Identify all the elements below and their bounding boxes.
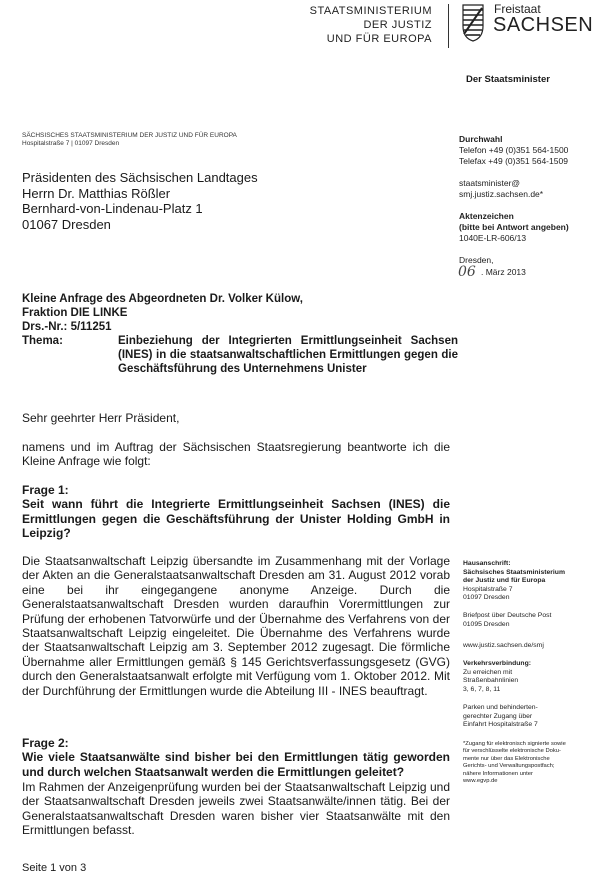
aktenzeichen-value: 1040E-LR-606/13 [459, 233, 527, 243]
note-line: *Zugang für elektronisch signierte sowie [463, 741, 566, 747]
park-line: Parken und behinderten- [463, 704, 538, 711]
sachsen-label: SACHSEN [493, 14, 594, 36]
note-line: für verschlüsselte elektronische Doku- [463, 748, 561, 755]
email-block [459, 178, 543, 200]
hausanschrift-label: Hausanschrift: [463, 560, 511, 567]
aktenzeichen-hint: (bitte bei Antwort angeben) [459, 222, 569, 232]
recipient-line: Herrn Dr. Matthias Rößler [22, 185, 171, 201]
verkehr-line: Zu erreichen mit [463, 668, 513, 676]
ministry-line: UND FÜR EUROPA [326, 33, 432, 45]
question-1 [22, 483, 450, 541]
answer-1: Die Staatsanwaltschaft Leipzig übersandte im Zusammenhang mit der Vorlage der Akten an die Generalstaatsanwaltschaft Dresden am 31. August 2012 vorab eine bei ihr eingegangene anonyme Anzeige. Durch die Generalstaatsanwaltschaft Dresden wurden daraufhin Vorermittlungen zur Prüfung der erhobenen Tatvorwürfe und der Übernahme des Verfahrens von der Staatsanwaltschaft Leipzig eingeleitet. Die Übernahme des Verfahrens wurde der Staatsanwaltschaft Leipzig am 3. September 2012 zugesagt. Die förmliche Übernahme aller Ermittlungen gemäß § 145 Gerichtsverfassungsgesetz (GVG) durch den Generalstaatsanwalt erfolgte mit Verfügung vom 1. Oktober 2012. Mit der Durchführung der Ermittlungen wurde die Abteilung III - INES beauftragt. [22, 554, 450, 698]
email-line: staatsminister@ [459, 178, 521, 188]
recipient-line: Bernhard-von-Lindenau-Platz 1 [22, 201, 203, 216]
aktenzeichen-block [459, 211, 569, 244]
note-line: Gerichts- und Verwaltungspostfach; [463, 763, 555, 770]
haus-line: 01097 Dresden [463, 594, 510, 602]
question-2-label: Frage 2: [22, 736, 69, 750]
minister-title: Der Staatsminister [466, 74, 550, 85]
parken-block [463, 704, 538, 730]
sender-name: SÄCHSISCHES STAATSMINISTERIUM DER JUSTIZ UND FÜR EUROPA [22, 132, 237, 139]
thema-key: Thema: [22, 335, 63, 347]
question-1-text: Seit wann führt die Integrierte Ermittlungseinheit Sachsen (INES) die Ermittlungen gegen die Geschäftsführung der Unister Holding GmbH in Leipzig? [22, 497, 450, 541]
saxony-crest-icon [462, 4, 484, 42]
contact-block [459, 134, 568, 167]
answer-2: Im Rahmen der Anzeigenprüfung wurden bei der Staatsanwaltschaft Leipzig und der Staatsanwaltschaft Dresden jeweils zwei Staatsanwälte/innen tätig. Bei der Generalstaatsanwaltschaft Dresden waren bisher vier Staatsanwälte mit den Ermittlungen befasst. [22, 780, 450, 838]
haus-line: Hospitalstraße 7 [463, 585, 513, 593]
park-line: gerechter Zugang über [463, 712, 533, 720]
note-line: nähere Informationen unter [463, 770, 533, 777]
haus-line: der Justiz und für Europa [463, 577, 546, 585]
recipient-line: Präsidenten des Sächsischen Landtages [22, 170, 258, 185]
date-month-year: . März 2013 [481, 267, 526, 277]
note-line: mente nur über das Elektronische [463, 755, 550, 762]
egvp-note [463, 741, 566, 785]
question-2-text: Wie viele Staatsanwälte sind bisher bei den Ermittlungen tätig geworden und durch welchen Staatsanwalt werden die Ermittlungen geleitet? [22, 750, 450, 779]
letterhead-divider [448, 4, 449, 48]
drs-value: 5/11251 [70, 321, 112, 333]
subject-line2: Fraktion DIE LINKE [22, 307, 128, 319]
telefon: Telefon +49 (0)351 564-1500 [459, 145, 569, 155]
verkehr-label: Verkehrsverbindung: [463, 660, 531, 667]
post-line: 01095 Dresden [463, 620, 510, 628]
park-line: Einfahrt Hospitalstraße 7 [463, 721, 538, 729]
aktenzeichen-label: Aktenzeichen [459, 211, 514, 221]
date-city: Dresden, [459, 255, 494, 265]
verkehr-line: 3, 6, 7, 8, 11 [463, 685, 501, 693]
handwritten-day: 06 [458, 264, 476, 280]
question-1-label: Frage 1: [22, 483, 69, 497]
durchwahl-label: Durchwahl [459, 134, 503, 144]
website: www.justiz.sachsen.de/smj [463, 642, 544, 649]
subject-block [22, 292, 458, 376]
verkehr-block [463, 660, 531, 694]
salutation: Sehr geehrter Herr Präsident, [22, 411, 180, 425]
thema-value: Einbeziehung der Integrierten Ermittlungseinheit Sachsen (INES) in die staatsanwaltschaftlichen Ermittlungen gegen die Geschäftsführung des Unternehmens Unister [118, 335, 458, 375]
drs-key: Drs.-Nr.: [22, 321, 68, 333]
recipient-address [22, 170, 258, 232]
ministry-line: DER JUSTIZ [363, 19, 432, 31]
freistaat-label: Freistaat [494, 2, 541, 16]
briefpost-block [463, 612, 551, 629]
telefax: Telefax +49 (0)351 564-1509 [459, 156, 568, 166]
post-line: Briefpost über Deutsche Post [463, 612, 552, 619]
intro-paragraph: namens und im Auftrag der Sächsischen Staatsregierung beantworte ich die Kleine Anfrage wie folgt: [22, 440, 450, 469]
note-line: www.egvp.de [463, 778, 498, 785]
ministry-line: STAATSMINISTERIUM [309, 5, 432, 17]
hausanschrift-block [463, 560, 565, 603]
ministry-name [310, 4, 432, 46]
page-number: Seite 1 von 3 [22, 862, 87, 874]
question-2 [22, 736, 450, 779]
sender-line [22, 132, 237, 148]
recipient-line: 01067 Dresden [22, 216, 111, 232]
sender-address: Hospitalstraße 7 | 01097 Dresden [22, 140, 120, 147]
verkehr-line: Straßenbahnlinien [463, 677, 519, 685]
subject-line1: Kleine Anfrage des Abgeordneten Dr. Volker Külow, [22, 293, 303, 305]
email-line: smj.justiz.sachsen.de* [459, 189, 544, 199]
haus-line: Sächsisches Staatsministerium [463, 568, 565, 576]
